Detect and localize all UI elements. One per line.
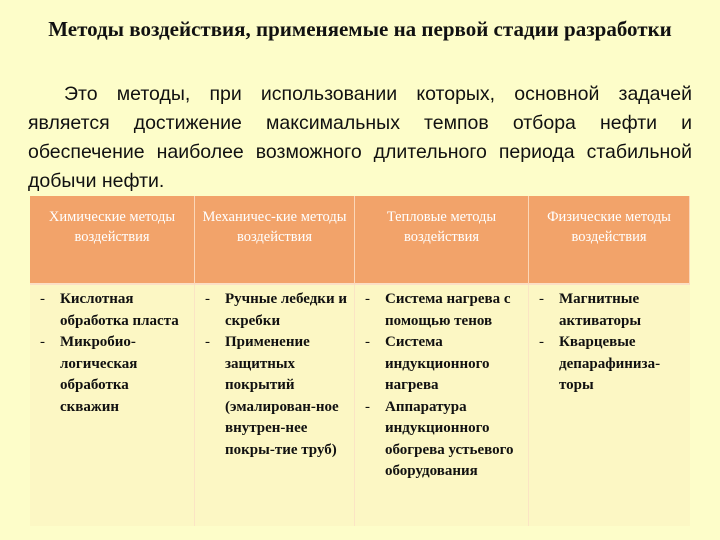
list-item: - Аппаратура индукционного обогрева устьевого оборудования	[355, 397, 524, 483]
list-item: - Система нагрева с помощью тенов	[355, 289, 524, 332]
header-thermal-methods: Тепловые методы воздействия	[355, 196, 529, 285]
list-item: - Применение защитных покрытий (эмалирован-ное внутрен-нее покры-тие труб)	[195, 332, 350, 461]
list-item: - Система индукционного нагрева	[355, 332, 524, 397]
list-item: - Кислотная обработка пласта	[30, 289, 190, 332]
list-item: - Ручные лебедки и скребки	[195, 289, 350, 332]
header-chemical-methods: Химические методы воздействия	[30, 196, 195, 285]
intro-paragraph: Это методы, при использовании которых, основной задачей является достижение максимальных темпов отбора нефти и обеспечение наиболее возможного длительного периода стабильной добычи нефти.	[28, 83, 692, 192]
slide-title: Методы воздействия, применяемые на первой стадии разработки	[48, 17, 672, 41]
cell-mechanical-methods	[195, 285, 355, 526]
list-item: - Магнитные активаторы	[529, 289, 686, 332]
cell-physical-methods	[529, 285, 690, 526]
cell-thermal-methods	[355, 285, 529, 526]
list-item: - Микробио-логическая обработка скважин	[30, 332, 190, 418]
methods-table	[30, 196, 690, 526]
header-mechanical-methods: Механичес-кие методы воздействия	[195, 196, 355, 285]
header-physical-methods: Физические методы воздействия	[529, 196, 690, 285]
cell-chemical-methods	[30, 285, 195, 526]
list-item: - Кварцевые депарафиниза-торы	[529, 332, 686, 397]
